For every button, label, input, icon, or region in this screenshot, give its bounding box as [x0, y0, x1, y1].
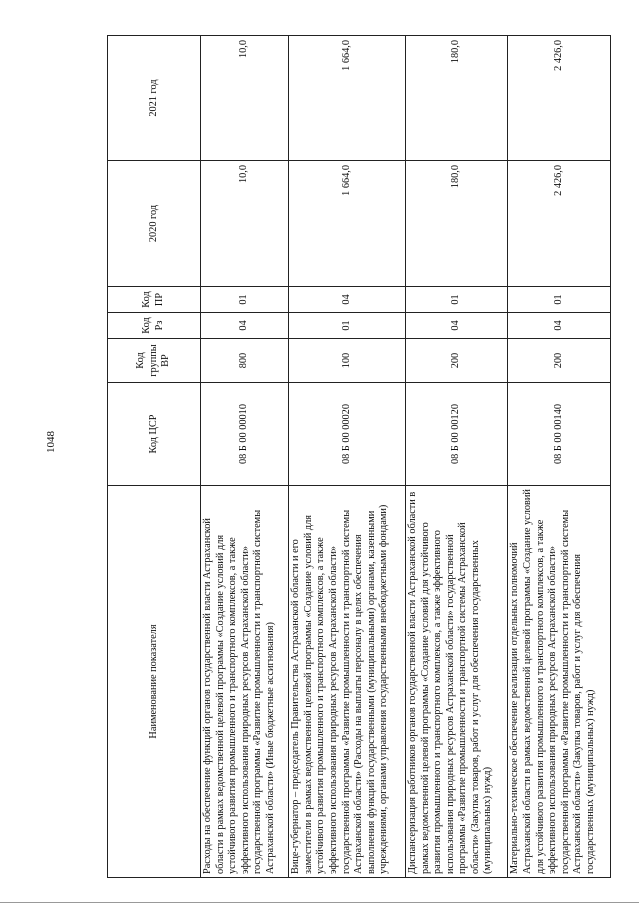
budget-table [107, 35, 611, 878]
header-2021: 2021 год [108, 36, 201, 161]
row-csr: 08 Б 00 00140 [508, 383, 611, 486]
row-pr: 01 [201, 287, 289, 313]
row-rz: 04 [201, 313, 289, 339]
row-rz: 01 [289, 313, 406, 339]
header-csr: Код ЦСР [108, 383, 201, 486]
row-2020: 180,0 [405, 161, 508, 287]
table-header-row [108, 36, 201, 878]
row-pr: 01 [405, 287, 508, 313]
table-row [201, 36, 289, 878]
rotated-table-container [107, 36, 611, 878]
scan-edge-divider [0, 902, 639, 903]
header-rz: Код Рз [108, 313, 201, 339]
row-2020: 2 426,0 [508, 161, 611, 287]
row-name: Диспансеризация работников органов государственной власти Астраханской области в рамках ведомственной целевой программы «Создание условий для устойчивого развития промышленного и транспортного комплексов, а также эффективного использования природных ресурсов Астраханской области» государственной программы «Развитие промышленности и транспортной системы Астраханской области» (Закупка товаров, работ и услуг для обеспечения государственных (муниципальных) нужд) [405, 486, 508, 878]
row-vr: 200 [405, 339, 508, 383]
row-csr: 08 Б 00 00120 [405, 383, 508, 486]
row-2021: 180,0 [405, 36, 508, 161]
header-pr: Код ПР [108, 287, 201, 313]
row-csr: 08 Б 00 00010 [201, 383, 289, 486]
row-rz: 04 [508, 313, 611, 339]
table-row [289, 36, 406, 878]
row-2021: 1 664,0 [289, 36, 406, 161]
header-vr: Код группы ВР [108, 339, 201, 383]
page-number: 1048 [45, 431, 57, 453]
row-rz: 04 [405, 313, 508, 339]
row-vr: 100 [289, 339, 406, 383]
row-2021: 2 426,0 [508, 36, 611, 161]
header-name: Наименование показателя [108, 486, 201, 878]
table-row [508, 36, 611, 878]
row-csr: 08 Б 00 00020 [289, 383, 406, 486]
table-row [405, 36, 508, 878]
row-vr: 200 [508, 339, 611, 383]
header-2020: 2020 год [108, 161, 201, 287]
row-name: Материально-техническое обеспечение реализации отдельных полномочий Астраханской области в рамках ведомственной целевой программы «Создание условий для устойчивого развития промышленного и транспортного комплексов, а также эффективного использования природных ресурсов Астраханской области» государственной программы «Развитие промышленности и транспортной системы Астраханской области» (Закупка товаров, работ и услуг для обеспечения государственных (муниципальных) нужд) [508, 486, 611, 878]
row-pr: 04 [289, 287, 406, 313]
row-2020: 1 664,0 [289, 161, 406, 287]
row-2021: 10,0 [201, 36, 289, 161]
row-name: Расходы на обеспечение функций органов государственной власти Астраханской области в рамках ведомственной целевой программы «Создание условий для устойчивого развития промышленного и транспортного комплексов, а также эффективного использования природных ресурсов Астраханской области» государственной программы «Развитие промышленности и транспортной системы Астраханской области» (Иные бюджетные ассигнования) [201, 486, 289, 878]
row-name: Вице-губернатор – председатель Правительства Астраханской области и его заместители в рамках ведомственной целевой программы «Создание условий для устойчивого развития промышленного и транспортного комплексов, а также эффективного использования природных ресурсов Астраханской области» государственной программы «Развитие промышленности и транспортной системы Астраханской области» (Расходы на выплаты персоналу в целях обеспечения выполнения функций государственными (муниципальными) органами, казенными учреждениями, органами управления государственными внебюджетными фондами) [289, 486, 406, 878]
row-vr: 800 [201, 339, 289, 383]
row-pr: 01 [508, 287, 611, 313]
row-2020: 10,0 [201, 161, 289, 287]
